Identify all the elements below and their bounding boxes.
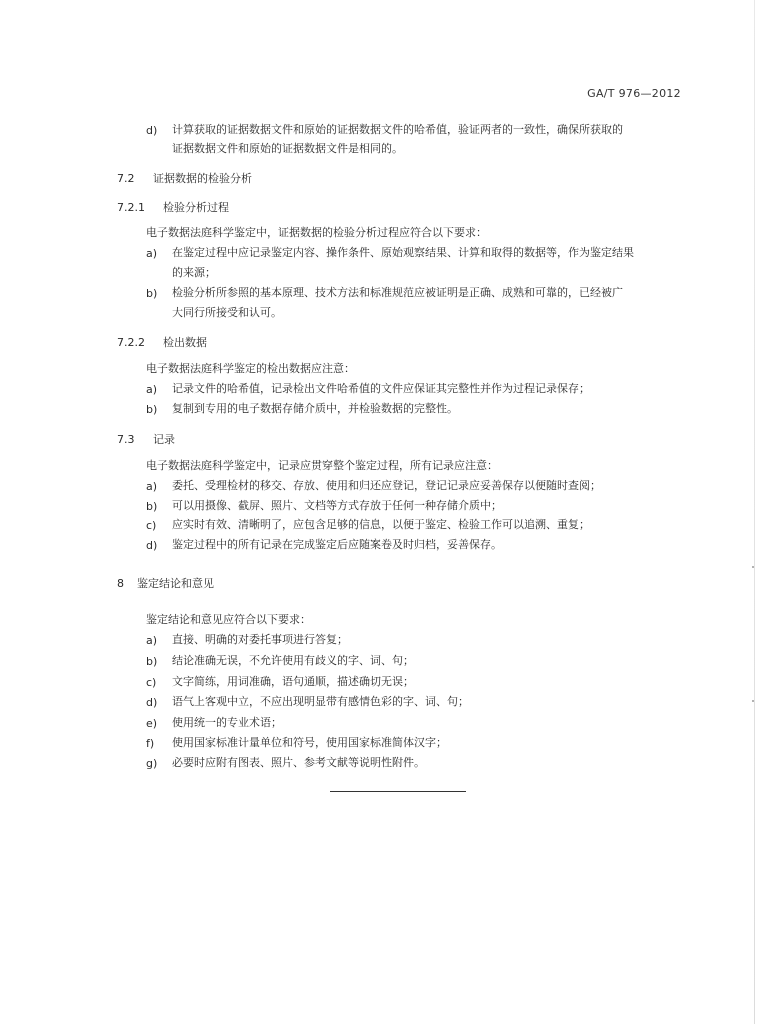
list-marker: f) [146,737,155,750]
end-rule [330,791,466,792]
list-item-text: 记录文件的哈希值，记录检出文件哈希值的文件应保证其完整性并作为过程记录保存； [172,382,590,395]
section-title: 鉴定结论和意见 [137,577,214,590]
scan-speck [752,700,754,702]
list-item-text: 鉴定过程中的所有记录在完成鉴定后应随案卷及时归档，妥善保存。 [172,538,502,551]
list-item-text: 在鉴定过程中应记录鉴定内容、操作条件、原始观察结果、计算和取得的数据等，作为鉴定结果 [172,246,634,259]
list-item-text: 大同行所接受和认可。 [172,306,282,319]
list-item-text: 使用国家标准计量单位和符号，使用国家标准简体汉字； [172,736,447,749]
list-marker: c) [146,676,157,689]
section-title: 检验分析过程 [163,201,229,214]
list-marker: d) [146,124,158,137]
section-title: 证据数据的检验分析 [153,172,252,185]
section-number: 7.2 [117,172,135,185]
list-item-text: 委托、受理检材的移交、存放、使用和归还应登记，登记记录应妥善保存以便随时查阅； [172,479,601,492]
list-item-text: 直接、明确的对委托事项进行答复； [172,633,348,646]
list-item-text: 文字简练，用词准确，语句通顺，描述确切无误； [172,675,414,688]
list-marker: d) [146,696,158,709]
paragraph: 电子数据法庭科学鉴定的检出数据应注意： [146,362,355,375]
list-item-text: 计算获取的证据数据文件和原始的证据数据文件的哈希值，验证两者的一致性，确保所获取的 [172,123,623,136]
section-title: 检出数据 [163,336,207,349]
list-item-text: 必要时应附有图表、照片、参考文献等说明性附件。 [172,756,425,769]
section-number: 7.2.2 [117,336,145,349]
scan-speck [752,566,754,568]
section-heading [117,170,252,186]
list-marker: g) [146,757,158,770]
list-item-text: 应实时有效、清晰明了，应包含足够的信息，以便于鉴定、检验工作可以追溯、重复； [172,518,590,531]
list-marker: b) [146,500,158,513]
section-number: 7.3 [117,433,135,446]
paragraph: 电子数据法庭科学鉴定中，证据数据的检验分析过程应符合以下要求： [146,226,487,239]
section-number: 7.2.1 [117,201,145,214]
standard-code: GA/T 976—2012 [587,87,681,100]
list-marker: a) [146,247,158,260]
list-item-text: 检验分析所参照的基本原理、技术方法和标准规范应被证明是正确、成熟和可靠的，已经被广 [172,286,623,299]
list-marker: d) [146,539,158,552]
list-item-text: 的来源； [172,266,216,279]
list-marker: e) [146,717,158,730]
list-marker: b) [146,655,158,668]
list-item-text: 结论准确无误，不允许使用有歧义的字、词、句； [172,654,414,667]
section-heading [117,575,214,591]
list-marker: a) [146,383,158,396]
list-marker: b) [146,403,158,416]
list-item-text: 使用统一的专业术语； [172,716,282,729]
subsection-heading [117,199,229,215]
section-heading [117,431,175,447]
list-item-text: 证据数据文件和原始的证据数据文件是相同的。 [172,142,403,155]
paragraph: 鉴定结论和意见应符合以下要求： [146,613,311,626]
list-item-text: 复制到专用的电子数据存储介质中，并检验数据的完整性。 [172,402,458,415]
list-item-text: 可以用摄像、截屏、照片、文档等方式存放于任何一种存储介质中； [172,499,502,512]
scan-edge [754,0,755,1024]
list-marker: c) [146,519,157,532]
list-item-text: 语气上客观中立，不应出现明显带有感情色彩的字、词、句； [172,695,469,708]
section-number: 8 [117,577,124,590]
list-marker: a) [146,634,158,647]
subsection-heading [117,334,207,350]
list-marker: a) [146,480,158,493]
paragraph: 电子数据法庭科学鉴定中，记录应贯穿整个鉴定过程，所有记录应注意： [146,459,498,472]
section-title: 记录 [153,433,175,446]
list-marker: b) [146,287,158,300]
